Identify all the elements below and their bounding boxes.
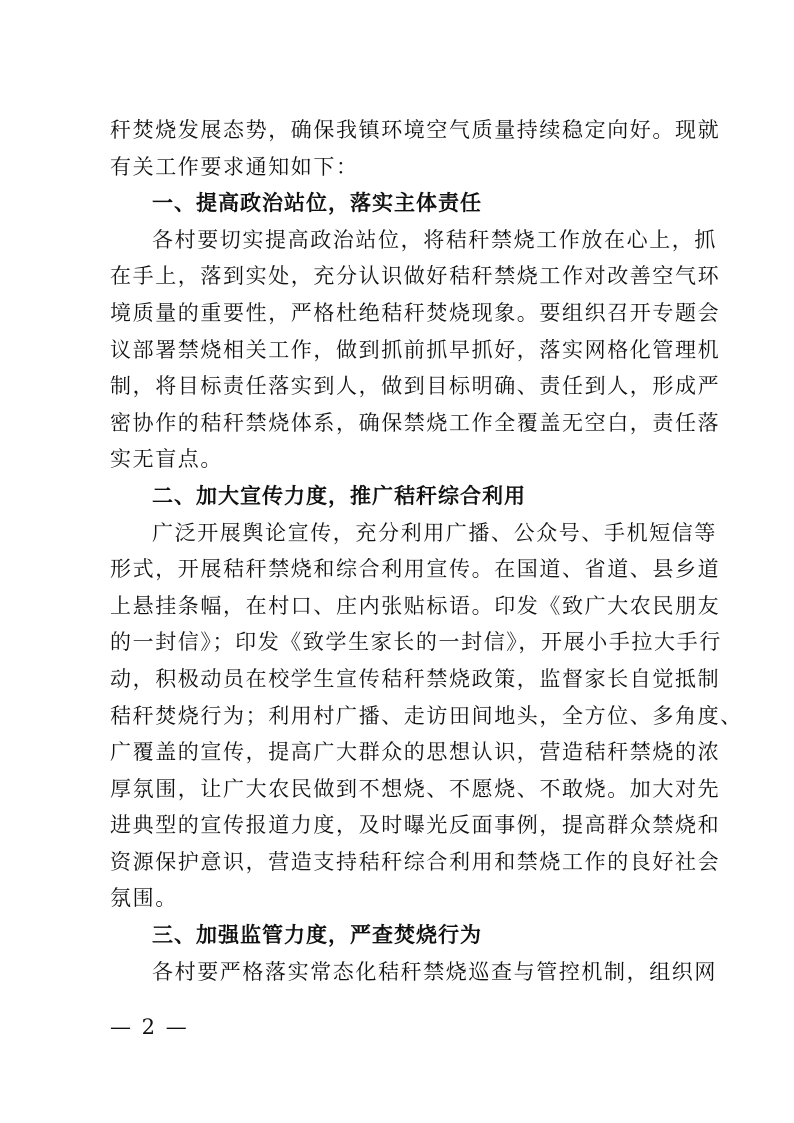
body-line: 资源保护意识，营造支持秸秆综合利用和禁烧工作的良好社会 (110, 849, 721, 874)
body-line: 在手上，落到实处，充分认识做好秸秆禁烧工作对改善空气环 (110, 264, 721, 289)
body-line: 境质量的重要性，严格杜绝秸秆焚烧现象。要组织召开专题会 (110, 300, 721, 325)
body-line: 的一封信》；印发《致学生家长的一封信》，开展小手拉大手行 (110, 630, 722, 655)
body-line: 秆焚烧发展态势，确保我镇环境空气质量持续稳定向好。现就 (110, 118, 721, 142)
body-line: 制，将目标责任落实到人，做到目标明确、责任到人，形成严 (110, 374, 721, 399)
body-line: 密协作的秸秆禁烧体系，确保禁烧工作全覆盖无空白，责任落 (110, 410, 721, 435)
page-number: — 2 — (110, 1015, 189, 1039)
body-line: 广泛开展舆论宣传，充分利用广播、公众号、手机短信等 (152, 520, 717, 545)
body-line: 各村要切实提高政治站位，将秸秆禁烧工作放在心上，抓 (152, 227, 717, 252)
body-line: 有关工作要求通知如下： (110, 154, 359, 179)
document-body (110, 112, 743, 990)
body-line: 各村要严格落实常态化秸秆禁烧巡查与管控机制，组织网 (152, 959, 717, 984)
section-heading-3: 三、加强监管力度，严查焚烧行为 (152, 923, 482, 948)
body-line: 广覆盖的宣传，提高广大群众的思想认识，营造秸秆禁烧的浓 (110, 740, 721, 765)
body-line: 进典型的宣传报道力度，及时曝光反面事例，提高群众禁烧和 (110, 813, 721, 838)
body-line: 动，积极动员在校学生宣传秸秆禁烧政策，监督家长自觉抵制 (110, 666, 721, 691)
section-heading-2: 二、加大宣传力度，推广秸秆综合利用 (152, 483, 526, 508)
body-line: 议部署禁烧相关工作，做到抓前抓早抓好，落实网格化管理机 (110, 337, 721, 362)
section-heading-1: 一、提高政治站位，落实主体责任 (152, 191, 482, 216)
body-line: 实无盲点。 (110, 447, 223, 472)
body-line: 形式，开展秸秆禁烧和综合利用宣传。在国道、省道、县乡道 (110, 557, 721, 582)
body-line: 厚氛围，让广大农民做到不想烧、不愿烧、不敢烧。加大对先 (110, 776, 721, 801)
body-line: 上悬挂条幅，在村口、庄内张贴标语。印发《致广大农民朋友 (110, 593, 721, 618)
body-line: 秸秆焚烧行为；利用村广播、走访田间地头，全方位、多角度、 (110, 703, 743, 728)
body-line: 氛围。 (110, 886, 178, 911)
